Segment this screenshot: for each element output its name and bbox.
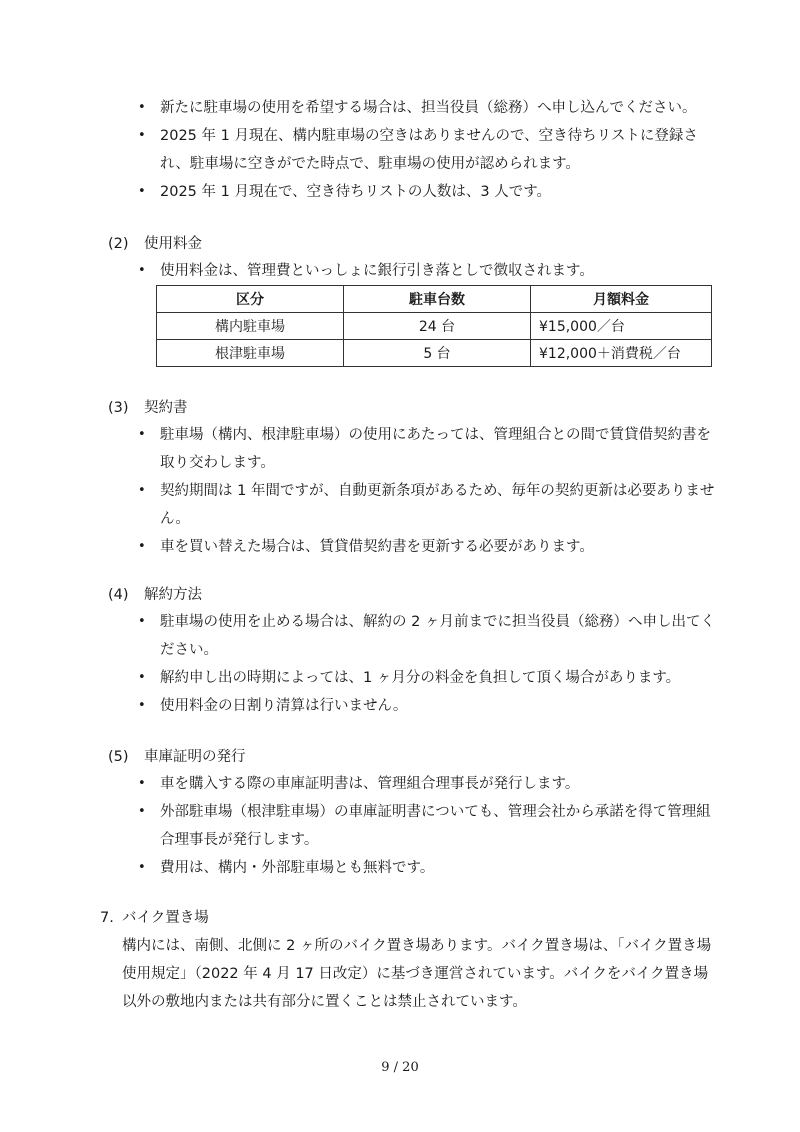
column-header: 駐車台数 <box>344 286 531 313</box>
fee-table <box>156 285 712 367</box>
bike-parking-paragraph: 構内には、南側、北側に 2 ヶ所のバイク置き場あります。バイク置き場は、「バイク置き場使用規定」（2022 年 4 月 17 日改定）に基づき運営されています。バイクをバイク置き場以外の敷地内または共有部分に置くことは禁止されています。 <box>122 938 712 1010</box>
bullet-icon: • <box>138 670 146 685</box>
chapter-title: バイク置き場 <box>122 910 209 926</box>
bullet-icon: • <box>138 804 146 819</box>
list-item <box>138 94 716 122</box>
table-cell: ¥12,000＋消費税／台 <box>531 340 712 367</box>
bullet-text: 2025 年 1 月現在で、空き待ちリストの人数は、3 人です。 <box>160 184 552 200</box>
list-item <box>138 798 716 854</box>
section-title: 契約書 <box>144 400 188 416</box>
chapter-heading-bike-parking <box>100 904 209 932</box>
list-item <box>138 533 716 561</box>
table-cell: 24 台 <box>344 313 531 340</box>
bullet-text: 使用料金は、管理費といっしょに銀行引き落としで徴収されます。 <box>160 263 594 279</box>
cancellation-bullets <box>138 608 716 720</box>
list-item <box>138 178 716 206</box>
section-title: 車庫証明の発行 <box>144 749 246 765</box>
list-item <box>138 608 716 664</box>
bullet-icon: • <box>138 614 146 629</box>
bullet-text: 解約申し出の時期によっては、1 ヶ月分の料金を負担して頂く場合があります。 <box>160 670 681 686</box>
section-number: (2) <box>108 236 129 252</box>
certificate-bullets <box>138 770 716 882</box>
list-item <box>138 664 716 692</box>
bullet-text: 車を購入する際の車庫証明書は、管理組合理事長が発行します。 <box>160 776 580 792</box>
bullet-text: 車を買い替えた場合は、賃貸借契約書を更新する必要があります。 <box>160 539 594 555</box>
section-number: (5) <box>108 749 129 765</box>
table-cell: 根津駐車場 <box>157 340 344 367</box>
bullet-icon: • <box>138 483 146 498</box>
section-title: 使用料金 <box>144 236 202 252</box>
contract-bullets <box>138 421 716 561</box>
list-item <box>138 477 716 533</box>
column-header: 区分 <box>157 286 344 313</box>
bullet-text: 契約期間は 1 年間ですが、自動更新条項があるため、毎年の契約更新は必要ありません。 <box>160 483 715 527</box>
waitlist-bullets <box>138 94 716 206</box>
bullet-text: 2025 年 1 月現在、構内駐車場の空きはありませんので、空き待ちリストに登録され、駐車場に空きがでた時点で、駐車場の使用が認められます。 <box>160 128 698 172</box>
bullet-icon: • <box>138 860 146 875</box>
bullet-text: 駐車場の使用を止める場合は、解約の 2 ヶ月前までに担当役員（総務）へ申し出てください。 <box>160 614 715 658</box>
section-number: (3) <box>108 400 129 416</box>
bullet-text: 使用料金の日割り清算は行いません。 <box>160 698 408 714</box>
bullet-text: 外部駐車場（根津駐車場）の車庫証明書についても、管理会社から承諾を得て管理組合理事長が発行します。 <box>160 804 711 848</box>
section-heading-contract <box>108 394 188 422</box>
section-title: 解約方法 <box>144 587 202 603</box>
bullet-icon: • <box>138 539 146 554</box>
bullet-icon: • <box>138 263 146 278</box>
table-row <box>157 313 712 340</box>
bullet-icon: • <box>138 184 146 199</box>
bullet-text: 新たに駐車場の使用を希望する場合は、担当役員（総務）へ申し込んでください。 <box>160 100 697 116</box>
table-cell: ¥15,000／台 <box>531 313 712 340</box>
bullet-text: 駐車場（構内、根津駐車場）の使用にあたっては、管理組合との間で賃貸借契約書を取り交わします。 <box>160 427 711 471</box>
fees-bullets <box>138 257 716 285</box>
list-item <box>138 421 716 477</box>
bullet-icon: • <box>138 128 146 143</box>
bullet-icon: • <box>138 776 146 791</box>
table-cell: 構内駐車場 <box>157 313 344 340</box>
section-heading-garage-certificate <box>108 743 246 771</box>
section-number: (4) <box>108 587 129 603</box>
page-number: 9 / 20 <box>381 1060 419 1075</box>
list-item <box>138 122 716 178</box>
table-cell: 5 台 <box>344 340 531 367</box>
table-row <box>157 340 712 367</box>
list-item <box>138 770 716 798</box>
bullet-text: 費用は、構内・外部駐車場とも無料です。 <box>160 860 435 876</box>
chapter-number: 7. <box>100 910 114 926</box>
list-item <box>138 257 716 285</box>
bullet-icon: • <box>138 427 146 442</box>
table-header-row <box>157 286 712 313</box>
section-heading-cancellation <box>108 581 202 609</box>
list-item <box>138 692 716 720</box>
section-heading-fees <box>108 230 202 258</box>
bullet-icon: • <box>138 100 146 115</box>
bullet-icon: • <box>138 698 146 713</box>
column-header: 月額料金 <box>531 286 712 313</box>
list-item <box>138 854 716 882</box>
